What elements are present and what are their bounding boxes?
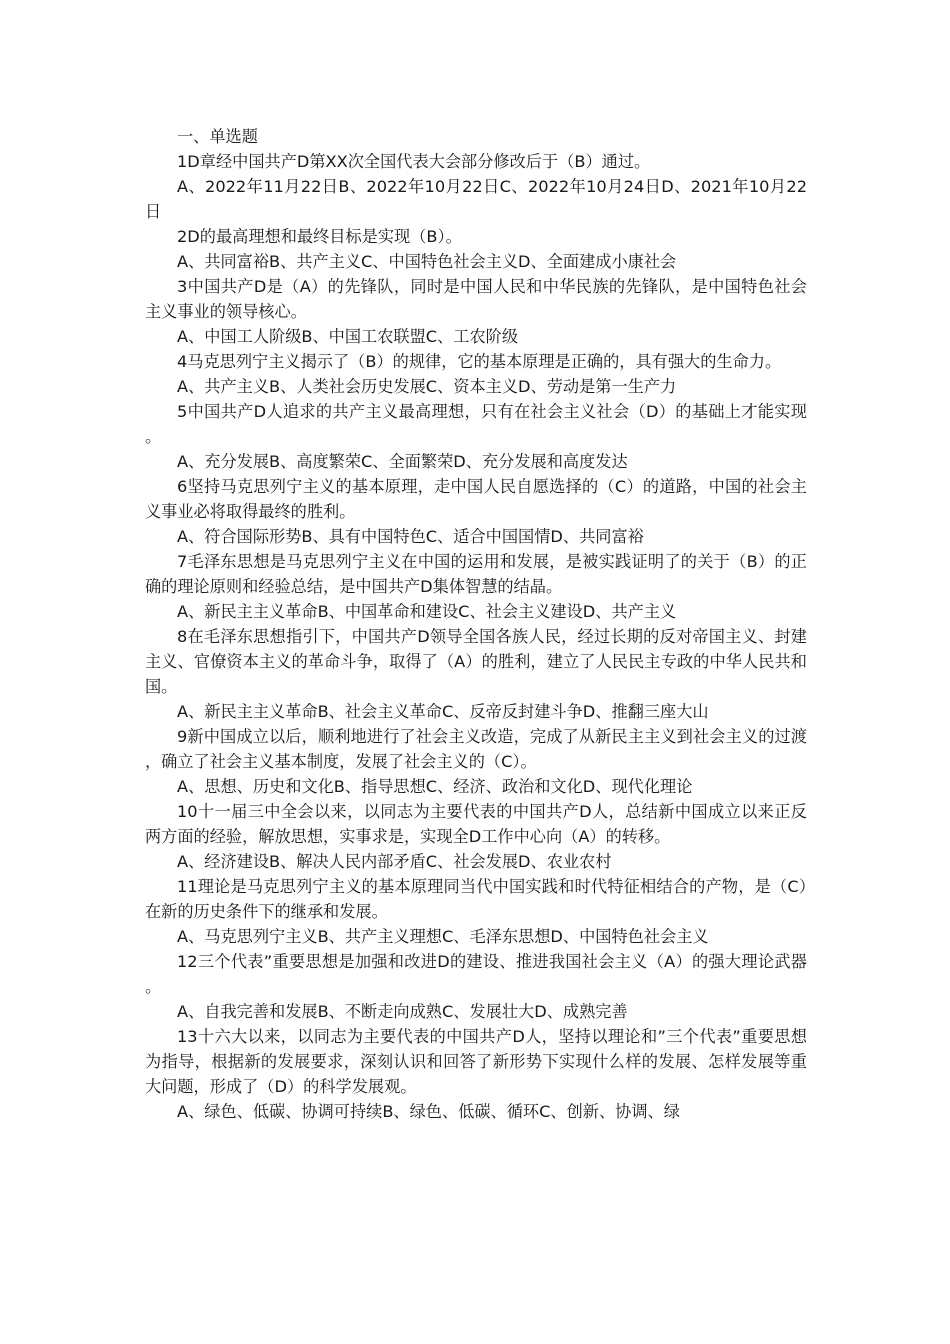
question-3: 3中国共产D是（A）的先锋队，同时是中国人民和中华民族的先锋队，是中国特色社会主义事业的领导核心。	[145, 277, 807, 321]
options-1: A、2022年11月22日B、2022年10月22日C、2022年10月24日D、2021年10月22日	[145, 177, 807, 221]
question-4: 4马克思列宁主义揭示了（B）的规律，它的基本原理是正确的，具有强大的生命力。	[177, 352, 782, 371]
question-7: 7毛泽东思想是马克思列宁主义在中国的运用和发展，是被实践证明了的关于（B）的正确的理论原则和经验总结，是中国共产D集体智慧的结晶。	[145, 552, 807, 596]
options-10: A、经济建设B、解决人民内部矛盾C、社会发展D、农业农村	[177, 852, 612, 871]
question-9: 9新中国成立以后，顺利地进行了社会主义改造，完成了从新民主主义到社会主义的过渡，确立了社会主义基本制度，发展了社会主义的（C）。	[145, 727, 807, 771]
document-page	[145, 124, 807, 1124]
options-3: A、中国工人阶级B、中国工农联盟C、工农阶级	[177, 327, 519, 346]
options-2: A、共同富裕B、共产主义C、中国特色社会主义D、全面建成小康社会	[177, 252, 677, 271]
options-12: A、自我完善和发展B、不断走向成熟C、发展壮大D、成熟完善	[177, 1002, 628, 1021]
options-9: A、思想、历史和文化B、指导思想C、经济、政治和文化D、现代化理论	[177, 777, 693, 796]
options-6: A、符合国际形势B、具有中国特色C、适合中国国情D、共同富裕	[177, 527, 644, 546]
question-8: 8在毛泽东思想指引下，中国共产D领导全国各族人民，经过长期的反对帝国主义、封建主义、官僚资本主义的革命斗争，取得了（A）的胜利，建立了人民民主专政的中华人民共和国。	[145, 627, 807, 696]
options-11: A、马克思列宁主义B、共产主义理想C、毛泽东思想D、中国特色社会主义	[177, 927, 709, 946]
question-2: 2D的最高理想和最终目标是实现（B）。	[177, 227, 462, 246]
question-1: 1D章经中国共产D第XX次全国代表大会部分修改后于（B）通过。	[177, 152, 651, 171]
question-11: 11理论是马克思列宁主义的基本原理同当代中国实践和时代特征相结合的产物，是（C）在新的历史条件下的继承和发展。	[145, 877, 807, 921]
question-5: 5中国共产D人追求的共产主义最高理想，只有在社会主义社会（D）的基础上才能实现。	[145, 402, 807, 446]
section-heading: 一、单选题	[177, 127, 258, 146]
question-12: 12三个代表”重要思想是加强和改进D的建设、推进我国社会主义（A）的强大理论武器。	[145, 952, 807, 996]
options-13: A、绿色、低碳、协调可持续B、绿色、低碳、循环C、创新、协调、绿	[177, 1102, 680, 1121]
options-4: A、共产主义B、人类社会历史发展C、资本主义D、劳动是第一生产力	[177, 377, 677, 396]
question-13: 13十六大以来，以同志为主要代表的中国共产D人，坚持以理论和”三个代表”重要思想为指导，根据新的发展要求，深刻认识和回答了新形势下实现什么样的发展、怎样发展等重大问题，形成了（D）的科学发展观。	[145, 1027, 807, 1096]
options-5: A、充分发展B、高度繁荣C、全面繁荣D、充分发展和高度发达	[177, 452, 628, 471]
options-7: A、新民主主义革命B、中国革命和建设C、社会主义建设D、共产主义	[177, 602, 677, 621]
options-8: A、新民主主义革命B、社会主义革命C、反帝反封建斗争D、推翻三座大山	[177, 702, 709, 721]
question-6: 6坚持马克思列宁主义的基本原理，走中国人民自愿选择的（C）的道路，中国的社会主义事业必将取得最终的胜利。	[145, 477, 807, 521]
question-10: 10十一届三中全会以来，以同志为主要代表的中国共产D人，总结新中国成立以来正反两方面的经验，解放思想，实事求是，实现全D工作中心向（A）的转移。	[145, 802, 807, 846]
